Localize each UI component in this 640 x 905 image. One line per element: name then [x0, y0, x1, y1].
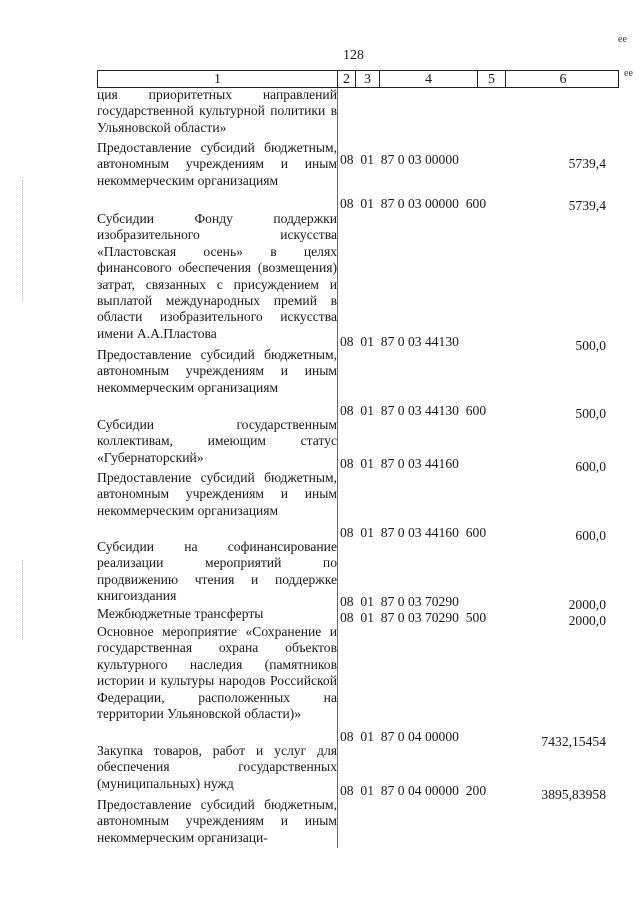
margin-dots: [22, 560, 24, 640]
row-amount: 3895,83958: [541, 787, 606, 802]
column-divider: [337, 88, 338, 848]
row-text: Субсидии государственным коллективам, имеющим статус «Губернаторский»: [97, 417, 337, 465]
row-amount: 600,0: [575, 459, 606, 474]
row-amount: 500,0: [575, 338, 606, 353]
row-amount: 500,0: [575, 406, 606, 421]
table-header: [97, 70, 619, 88]
row-amount: 7432,15454: [541, 734, 606, 749]
row-amount: 2000,0: [568, 597, 606, 612]
row-code: 08 01 87 0 03 44160: [340, 456, 459, 471]
row-text: Предоставление субсидий бюджетным, автономным учреждениям и иным некоммерческим организациям: [97, 140, 337, 188]
row-code: 08 01 87 0 03 00000 600: [340, 196, 487, 211]
row-text: ция приоритетных направлений государственной культурной политики в Ульяновской области»: [97, 87, 337, 135]
row-code: 08 01 87 0 03 44130 600: [340, 403, 487, 418]
header-col-2: 2: [338, 71, 356, 87]
page-number: 128: [343, 48, 364, 63]
row-code: 08 01 87 0 03 44130: [340, 334, 459, 349]
header-col-3: 3: [356, 71, 380, 87]
row-text: Субсидии на софинансирование реализации мероприятий по продвижению чтения и поддержке книгоиздания: [97, 539, 337, 604]
row-code: 08 01 87 0 04 00000: [340, 729, 459, 744]
margin-dots: [22, 180, 24, 300]
row-code: 08 01 87 0 04 00000 200: [340, 783, 487, 798]
header-col-4: 4: [380, 71, 478, 87]
row-code: 08 01 87 0 03 44160 600: [340, 525, 487, 540]
row-amount: 600,0: [575, 528, 606, 543]
row-code: 08 01 87 0 03 70290: [340, 594, 459, 609]
row-text: Предоставление субсидий бюджетным, автономным учреждениям и иным некоммерческим организациям: [97, 470, 337, 518]
row-text: Предоставление субсидий бюджетным, автономным учреждениям и иным некоммерческим организациям: [97, 347, 337, 395]
row-text: Основное мероприятие «Сохранение и государственная охрана объектов культурного наследия (памятников истории и культуры народов Российской Федерации, расположенных на территории Ульяновской области)»: [97, 624, 337, 722]
row-code: 08 01 87 0 03 70290 500: [340, 610, 487, 625]
row-text: Предоставление субсидий бюджетным, автономным учреждениям и иным некоммерческим организаци-: [97, 797, 337, 845]
header-col-5: 5: [478, 71, 506, 87]
corner-mark: ee: [618, 34, 627, 45]
row-code: 08 01 87 0 03 00000: [340, 152, 459, 167]
header-col-1: 1: [98, 71, 338, 87]
row-text: Закупка товаров, работ и услуг для обеспечения государственных (муниципальных) нужд: [97, 743, 337, 791]
row-amount: 5739,4: [568, 198, 606, 213]
corner-mark: ee: [624, 68, 633, 79]
header-col-6: 6: [559, 72, 567, 87]
row-amount: 2000,0: [568, 613, 606, 628]
row-text: Субсидии Фонду поддержки изобразительного искусства «Пластовская осень» в целях финансового обеспечения (возмещения) затрат, связанных с присуждением и выплатой международных премий в области изобразительного искусства имени А.А.Пластова: [97, 211, 337, 341]
row-amount: 5739,4: [568, 156, 606, 171]
row-text: Межбюджетные трансферты: [97, 606, 264, 621]
